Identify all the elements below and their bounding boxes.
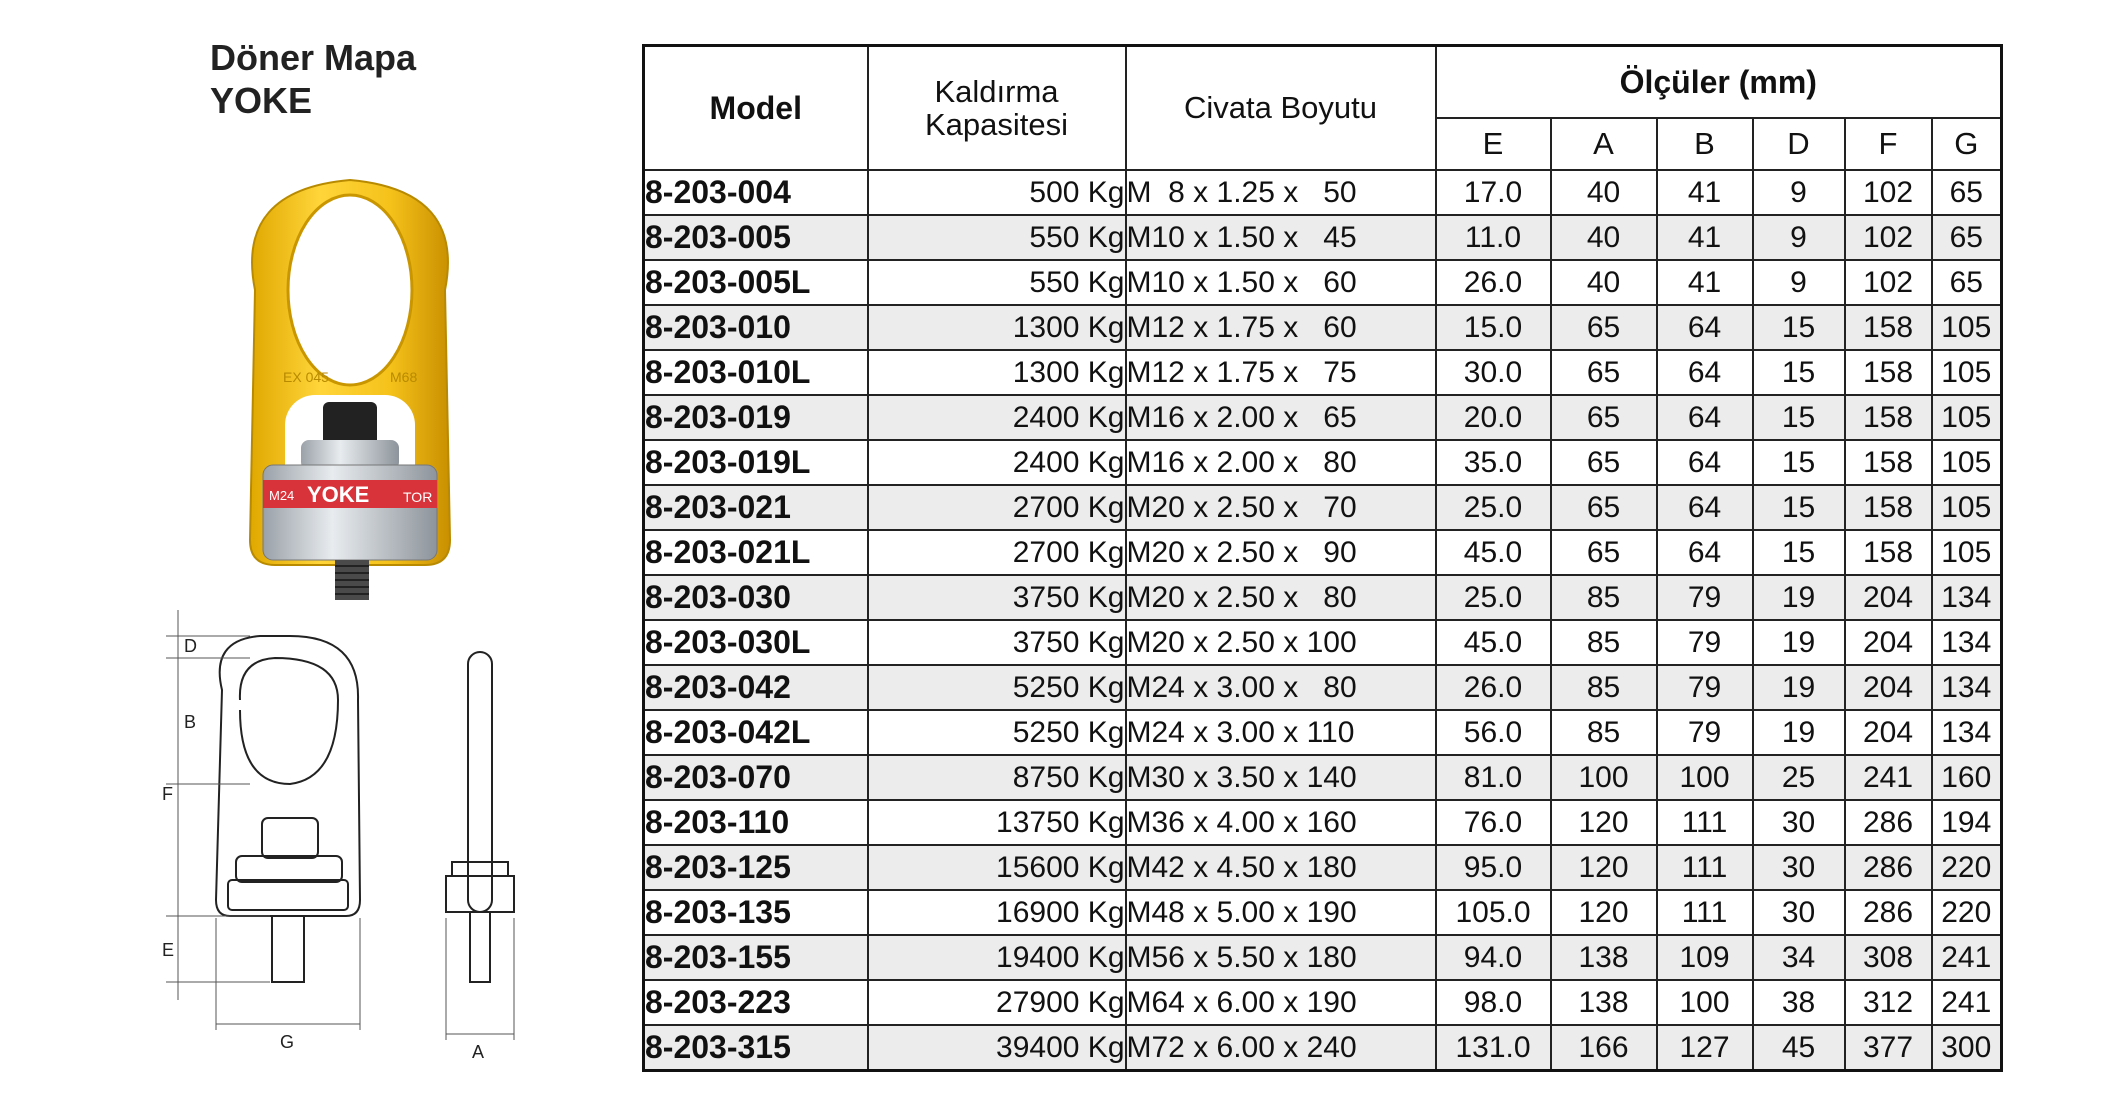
cell-a: 65 — [1551, 440, 1657, 485]
dim-label-g: G — [280, 1032, 295, 1052]
cell-a: 100 — [1551, 755, 1657, 800]
cell-a: 40 — [1551, 215, 1657, 260]
cell-bolt: M24 x 3.00 x 80 — [1126, 665, 1436, 710]
cell-g: 241 — [1932, 980, 2002, 1025]
cell-e: 17.0 — [1436, 170, 1551, 215]
cell-d: 15 — [1753, 440, 1845, 485]
header-g: G — [1932, 118, 2002, 170]
cell-d: 19 — [1753, 710, 1845, 755]
cell-bolt: M20 x 2.50 x 100 — [1126, 620, 1436, 665]
cell-g: 220 — [1932, 845, 2002, 890]
cell-capacity: 2400 Kg — [868, 395, 1126, 440]
header-capacity — [868, 46, 1126, 171]
table-row — [644, 305, 2002, 350]
specification-table — [642, 44, 2003, 1072]
cell-bolt: M12 x 1.75 x 60 — [1126, 305, 1436, 350]
cell-g: 220 — [1932, 890, 2002, 935]
header-f: F — [1845, 118, 1932, 170]
cell-f: 102 — [1845, 260, 1932, 305]
cell-e: 45.0 — [1436, 530, 1551, 575]
cell-capacity: 16900 Kg — [868, 890, 1126, 935]
cell-a: 40 — [1551, 260, 1657, 305]
cell-g: 65 — [1932, 260, 2002, 305]
cell-capacity: 2700 Kg — [868, 530, 1126, 575]
cell-capacity: 550 Kg — [868, 215, 1126, 260]
cell-bolt: M56 x 5.50 x 180 — [1126, 935, 1436, 980]
cell-a: 65 — [1551, 350, 1657, 395]
cell-d: 9 — [1753, 215, 1845, 260]
table-row — [644, 395, 2002, 440]
cell-e: 131.0 — [1436, 1025, 1551, 1071]
dim-label-a: A — [472, 1042, 485, 1062]
table-row — [644, 845, 2002, 890]
cell-model: 8-203-019 — [644, 395, 868, 440]
cell-b: 127 — [1657, 1025, 1753, 1071]
cell-e: 76.0 — [1436, 800, 1551, 845]
cell-bolt: M64 x 6.00 x 190 — [1126, 980, 1436, 1025]
cell-model: 8-203-004 — [644, 170, 868, 215]
cell-model: 8-203-005L — [644, 260, 868, 305]
cell-f: 286 — [1845, 890, 1932, 935]
cell-d: 45 — [1753, 1025, 1845, 1071]
cell-e: 105.0 — [1436, 890, 1551, 935]
cell-a: 85 — [1551, 710, 1657, 755]
cell-e: 15.0 — [1436, 305, 1551, 350]
cell-g: 134 — [1932, 575, 2002, 620]
cell-bolt: M24 x 3.00 x 110 — [1126, 710, 1436, 755]
cell-d: 34 — [1753, 935, 1845, 980]
cell-bolt: M48 x 5.00 x 190 — [1126, 890, 1436, 935]
cell-a: 65 — [1551, 305, 1657, 350]
cell-capacity: 8750 Kg — [868, 755, 1126, 800]
table-row — [644, 980, 2002, 1025]
table-row — [644, 440, 2002, 485]
dimension-drawing — [160, 600, 600, 1080]
cell-e: 26.0 — [1436, 260, 1551, 305]
cell-b: 64 — [1657, 440, 1753, 485]
cell-e: 98.0 — [1436, 980, 1551, 1025]
cell-g: 300 — [1932, 1025, 2002, 1071]
cell-d: 19 — [1753, 575, 1845, 620]
cell-f: 308 — [1845, 935, 1932, 980]
cell-f: 158 — [1845, 350, 1932, 395]
cell-g: 134 — [1932, 710, 2002, 755]
cell-e: 11.0 — [1436, 215, 1551, 260]
cell-e: 56.0 — [1436, 710, 1551, 755]
cell-model: 8-203-315 — [644, 1025, 868, 1071]
dim-label-e: E — [162, 940, 175, 960]
cell-model: 8-203-042 — [644, 665, 868, 710]
swivel-hoist-ring-photo — [225, 170, 475, 610]
cell-capacity: 2400 Kg — [868, 440, 1126, 485]
header-d: D — [1753, 118, 1845, 170]
cell-f: 312 — [1845, 980, 1932, 1025]
cell-e: 26.0 — [1436, 665, 1551, 710]
cell-a: 65 — [1551, 395, 1657, 440]
cell-g: 65 — [1932, 170, 2002, 215]
cell-d: 15 — [1753, 350, 1845, 395]
cell-b: 111 — [1657, 890, 1753, 935]
dim-label-d: D — [184, 636, 197, 656]
cell-b: 41 — [1657, 170, 1753, 215]
table-row — [644, 485, 2002, 530]
cell-capacity: 3750 Kg — [868, 620, 1126, 665]
cell-b: 100 — [1657, 755, 1753, 800]
header-bolt: Civata Boyutu — [1126, 46, 1436, 171]
cell-a: 85 — [1551, 620, 1657, 665]
cell-model: 8-203-042L — [644, 710, 868, 755]
header-b: B — [1657, 118, 1753, 170]
cell-d: 15 — [1753, 305, 1845, 350]
ring-text-left: EX 045 — [283, 369, 329, 385]
cell-capacity: 5250 Kg — [868, 665, 1126, 710]
cell-bolt: M12 x 1.75 x 75 — [1126, 350, 1436, 395]
cell-capacity: 5250 Kg — [868, 710, 1126, 755]
cell-e: 25.0 — [1436, 575, 1551, 620]
band-thread-text: M24 — [269, 488, 295, 503]
cell-g: 134 — [1932, 620, 2002, 665]
table-row — [644, 350, 2002, 395]
cell-capacity: 3750 Kg — [868, 575, 1126, 620]
table-row — [644, 1025, 2002, 1071]
header-model: Model — [644, 46, 868, 171]
cell-a: 65 — [1551, 485, 1657, 530]
cell-capacity: 15600 Kg — [868, 845, 1126, 890]
cell-f: 286 — [1845, 800, 1932, 845]
cell-model: 8-203-030L — [644, 620, 868, 665]
cell-g: 65 — [1932, 215, 2002, 260]
cell-a: 138 — [1551, 935, 1657, 980]
cell-d: 9 — [1753, 260, 1845, 305]
table-row — [644, 800, 2002, 845]
cell-model: 8-203-125 — [644, 845, 868, 890]
cell-f: 204 — [1845, 620, 1932, 665]
header-a: A — [1551, 118, 1657, 170]
cell-capacity: 500 Kg — [868, 170, 1126, 215]
title-line-2: YOKE — [210, 80, 313, 121]
cell-f: 158 — [1845, 485, 1932, 530]
cell-model: 8-203-135 — [644, 890, 868, 935]
cell-capacity: 1300 Kg — [868, 305, 1126, 350]
table-row — [644, 170, 2002, 215]
cell-bolt: M72 x 6.00 x 240 — [1126, 1025, 1436, 1071]
cell-e: 30.0 — [1436, 350, 1551, 395]
cell-d: 38 — [1753, 980, 1845, 1025]
dim-label-b: B — [184, 712, 197, 732]
cell-g: 160 — [1932, 755, 2002, 800]
cell-bolt: M 8 x 1.25 x 50 — [1126, 170, 1436, 215]
cell-a: 166 — [1551, 1025, 1657, 1071]
cell-g: 105 — [1932, 395, 2002, 440]
cell-capacity: 19400 Kg — [868, 935, 1126, 980]
cell-a: 120 — [1551, 845, 1657, 890]
cell-model: 8-203-110 — [644, 800, 868, 845]
table-row — [644, 260, 2002, 305]
dim-label-f: F — [162, 784, 173, 804]
bail-opening — [288, 195, 412, 385]
cell-capacity: 550 Kg — [868, 260, 1126, 305]
page-title — [210, 36, 416, 122]
cell-f: 102 — [1845, 215, 1932, 260]
table-row — [644, 710, 2002, 755]
cell-g: 134 — [1932, 665, 2002, 710]
cell-g: 105 — [1932, 530, 2002, 575]
cell-d: 19 — [1753, 665, 1845, 710]
cell-capacity: 13750 Kg — [868, 800, 1126, 845]
cell-b: 109 — [1657, 935, 1753, 980]
cell-a: 120 — [1551, 800, 1657, 845]
cell-f: 204 — [1845, 710, 1932, 755]
cell-g: 194 — [1932, 800, 2002, 845]
cell-d: 9 — [1753, 170, 1845, 215]
cell-a: 120 — [1551, 890, 1657, 935]
cell-f: 377 — [1845, 1025, 1932, 1071]
cell-a: 138 — [1551, 980, 1657, 1025]
cell-capacity: 39400 Kg — [868, 1025, 1126, 1071]
cell-f: 158 — [1845, 440, 1932, 485]
cell-model: 8-203-070 — [644, 755, 868, 800]
table-row — [644, 530, 2002, 575]
cell-d: 25 — [1753, 755, 1845, 800]
cell-f: 158 — [1845, 530, 1932, 575]
cell-bolt: M16 x 2.00 x 80 — [1126, 440, 1436, 485]
cell-f: 241 — [1845, 755, 1932, 800]
cell-bolt: M20 x 2.50 x 90 — [1126, 530, 1436, 575]
cell-d: 30 — [1753, 890, 1845, 935]
header-dimensions: Ölçüler (mm) — [1436, 46, 2002, 119]
cell-e: 81.0 — [1436, 755, 1551, 800]
header-capacity-line2: Kapasitesi — [924, 107, 1069, 142]
cell-b: 41 — [1657, 260, 1753, 305]
cell-b: 64 — [1657, 395, 1753, 440]
cell-f: 158 — [1845, 395, 1932, 440]
cell-b: 41 — [1657, 215, 1753, 260]
cell-g: 105 — [1932, 440, 2002, 485]
cell-model: 8-203-021L — [644, 530, 868, 575]
cell-e: 25.0 — [1436, 485, 1551, 530]
cell-d: 19 — [1753, 620, 1845, 665]
cell-model: 8-203-005 — [644, 215, 868, 260]
cell-model: 8-203-223 — [644, 980, 868, 1025]
cell-d: 30 — [1753, 800, 1845, 845]
cell-f: 204 — [1845, 665, 1932, 710]
cell-g: 105 — [1932, 305, 2002, 350]
cell-g: 241 — [1932, 935, 2002, 980]
cell-b: 79 — [1657, 665, 1753, 710]
table-row — [644, 755, 2002, 800]
table-row — [644, 215, 2002, 260]
cell-e: 95.0 — [1436, 845, 1551, 890]
title-line-1: Döner Mapa — [210, 37, 417, 78]
cell-d: 15 — [1753, 485, 1845, 530]
cell-f: 204 — [1845, 575, 1932, 620]
cell-bolt: M10 x 1.50 x 45 — [1126, 215, 1436, 260]
cell-b: 64 — [1657, 485, 1753, 530]
cell-capacity: 1300 Kg — [868, 350, 1126, 395]
cell-g: 105 — [1932, 485, 2002, 530]
cell-model: 8-203-010 — [644, 305, 868, 350]
cell-e: 35.0 — [1436, 440, 1551, 485]
cell-capacity: 27900 Kg — [868, 980, 1126, 1025]
band-side-text: TOR — [403, 489, 433, 505]
cell-b: 111 — [1657, 845, 1753, 890]
cell-b: 64 — [1657, 305, 1753, 350]
cell-model: 8-203-019L — [644, 440, 868, 485]
cell-e: 20.0 — [1436, 395, 1551, 440]
cell-a: 85 — [1551, 665, 1657, 710]
table-row — [644, 890, 2002, 935]
cell-b: 100 — [1657, 980, 1753, 1025]
ring-text-right: M68 — [390, 369, 418, 385]
silver-body — [263, 465, 437, 560]
band-brand-text: YOKE — [307, 482, 370, 507]
cell-bolt: M20 x 2.50 x 80 — [1126, 575, 1436, 620]
cell-b: 79 — [1657, 575, 1753, 620]
cell-b: 111 — [1657, 800, 1753, 845]
cell-bolt: M10 x 1.50 x 60 — [1126, 260, 1436, 305]
cell-model: 8-203-030 — [644, 575, 868, 620]
cell-capacity: 2700 Kg — [868, 485, 1126, 530]
cell-b: 64 — [1657, 350, 1753, 395]
cell-model: 8-203-010L — [644, 350, 868, 395]
header-capacity-line1: Kaldırma — [934, 74, 1059, 109]
cell-a: 40 — [1551, 170, 1657, 215]
header-e: E — [1436, 118, 1551, 170]
cell-e: 94.0 — [1436, 935, 1551, 980]
cell-bolt: M36 x 4.00 x 160 — [1126, 800, 1436, 845]
cell-g: 105 — [1932, 350, 2002, 395]
cell-d: 30 — [1753, 845, 1845, 890]
cell-f: 102 — [1845, 170, 1932, 215]
cell-b: 79 — [1657, 710, 1753, 755]
cell-f: 158 — [1845, 305, 1932, 350]
cell-bolt: M42 x 4.50 x 180 — [1126, 845, 1436, 890]
cell-b: 64 — [1657, 530, 1753, 575]
cell-a: 85 — [1551, 575, 1657, 620]
cell-a: 65 — [1551, 530, 1657, 575]
cell-d: 15 — [1753, 530, 1845, 575]
table-row — [644, 575, 2002, 620]
cell-model: 8-203-155 — [644, 935, 868, 980]
cell-bolt: M20 x 2.50 x 70 — [1126, 485, 1436, 530]
cell-e: 45.0 — [1436, 620, 1551, 665]
cell-model: 8-203-021 — [644, 485, 868, 530]
cell-f: 286 — [1845, 845, 1932, 890]
table-row — [644, 935, 2002, 980]
cell-bolt: M30 x 3.50 x 140 — [1126, 755, 1436, 800]
table-row — [644, 620, 2002, 665]
table-row — [644, 665, 2002, 710]
cell-b: 79 — [1657, 620, 1753, 665]
cell-bolt: M16 x 2.00 x 65 — [1126, 395, 1436, 440]
cell-d: 15 — [1753, 395, 1845, 440]
